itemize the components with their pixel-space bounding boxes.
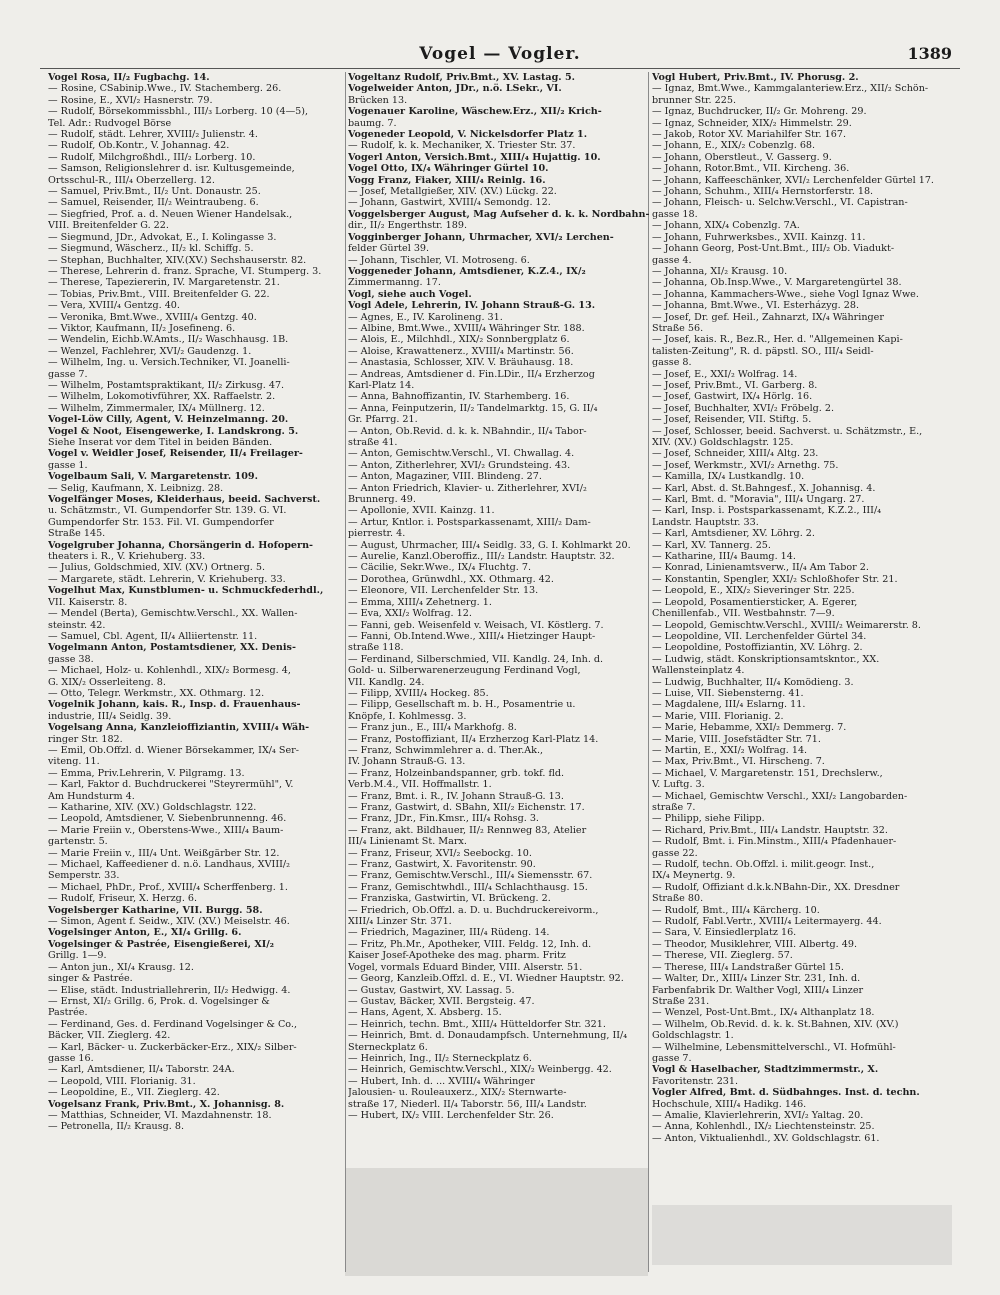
- directory-entry: straße 7.: [652, 802, 696, 813]
- directory-entry: — Rudolf, Börsekommissbhl., III/₃ Lorberg. 10 (4—5),: [48, 106, 309, 118]
- directory-entry: Landstr. Hauptstr. 33.: [652, 516, 759, 528]
- directory-entry: u. Schätzmstr., VI. Gumpendorfer Str. 139. G. VI.: [48, 505, 287, 517]
- directory-entry: — Jakob, Rotor XV. Mariahilfer Str. 167.: [652, 129, 846, 141]
- directory-entry: baumg. 7.: [348, 117, 397, 129]
- directory-entry: Siehe Inserat vor dem Titel in beiden Bänden.: [48, 437, 273, 448]
- directory-entry: Wallensteinplatz 4.: [652, 665, 745, 677]
- directory-entry: — Elise, städt. Industriallehrerin, II/₂ Hedwigg. 4.: [48, 984, 291, 996]
- directory-entry: — Johann, E., XIX/₂ Cobenzlg. 68.: [652, 140, 816, 152]
- directory-entry: — Apollonie, XVII. Kainzg. 11.: [348, 505, 495, 517]
- directory-entry: — Anton, Ob.Revid. d. k. k. NBahndir., II/₄ Tabor-: [348, 425, 587, 437]
- directory-entry: — Wendelin, Eichb.W.Amts., II/₂ Waschhausg. 1B.: [48, 334, 289, 346]
- directory-heading-entry: Vogler Alfred, Bmt. d. Südbahnges. Inst. d. techn.: [652, 1087, 920, 1099]
- directory-entry: — Alois, E., Milchhdl., XIX/₂ Sonnbergplatz 6.: [348, 334, 570, 346]
- directory-entry: — Karl, Bmt. d. "Moravia", III/₄ Ungarg. 27.: [652, 494, 865, 506]
- directory-entry: — Selig, Kaufmann, X. Leibnizg. 28.: [48, 482, 224, 494]
- directory-entry: — Johanna, Kammachers-Wwe., siehe Vogl Ignaz Wwe.: [652, 288, 919, 300]
- page-number: 1389: [907, 44, 952, 63]
- directory-entry: — Gustav, Gastwirt, XV. Lassag. 5.: [348, 984, 515, 996]
- directory-heading-entry: Vogl, siehe auch Vogel.: [348, 288, 472, 300]
- directory-entry: — Aloise, Krawattenerz., XVIII/₄ Martinstr. 56.: [348, 345, 574, 357]
- directory-entry: — Siegfried, Prof. a. d. Neuen Wiener Handelsak.,: [48, 208, 293, 220]
- directory-entry: industrie, III/₄ Seidlg. 39.: [48, 710, 172, 722]
- directory-entry: Farbenfabrik Dr. Walther Vogl, XIII/₄ Linzer: [652, 984, 864, 996]
- directory-entry: — Johanna, Bmt.Wwe., VI. Esterházyg. 28.: [652, 300, 860, 312]
- directory-entry: — Leopoldine, Postoffiziantin, XV. Löhrg. 2.: [652, 642, 863, 654]
- directory-entry: — Karl, Bäcker- u. Zuckerbäcker-Erz., XIX/₂ Silber-: [48, 1041, 297, 1053]
- directory-entry: — Stephan, Buchhalter, XIV.(XV.) Sechshauserstr. 82.: [48, 254, 307, 266]
- directory-entry: — Leopoldine, E., VII. Zieglerg. 42.: [48, 1087, 220, 1099]
- directory-entry: — Michael, Kaffeediener d. n.ö. Landhaus, XVIII/₂: [48, 859, 290, 871]
- directory-entry: brunner Str. 225.: [652, 94, 736, 106]
- directory-entry: ringer Str. 182.: [48, 733, 123, 745]
- directory-heading-entry: Vogelweider Anton, JDr., n.ö. LSekr., VI.: [348, 83, 562, 95]
- directory-entry: gasse 7.: [652, 1052, 692, 1064]
- directory-entry: — Vera, XVIII/₄ Gentzg. 40.: [48, 300, 180, 312]
- directory-entry: — Franz, akt. Bildhauer, II/₂ Rennweg 83, Atelier: [348, 824, 587, 836]
- directory-entry: — Josef, Gastwirt, IX/₄ Hörlg. 16.: [652, 391, 813, 403]
- directory-entry: — Leopold, VIII. Florianig. 31.: [48, 1075, 196, 1087]
- directory-entry: — Rudolf, Ob.Kontr., V. Johannag. 42.: [48, 140, 230, 152]
- directory-entry: — Artur, Kntlor. i. Postsparkassenamt, XIII/₂ Dam-: [348, 516, 591, 528]
- directory-entry: — Rudolf, k. k. Mechaniker, X. Triester Str. 37.: [348, 140, 576, 152]
- directory-entry: — Rosine, E., XVI/₂ Hasnerstr. 79.: [48, 94, 213, 106]
- directory-heading-entry: Vogeneder Leopold, V. Nickelsdorfer Platz 1.: [348, 129, 588, 141]
- directory-entry: — Amalie, Klavierlehrerin, XVI/₂ Yaltag. 20.: [652, 1109, 864, 1121]
- directory-entry: — Therese, Lehrerin d. franz. Sprache, VI. Stumperg. 3.: [48, 265, 322, 277]
- directory-entry: gasse 4.: [652, 254, 692, 266]
- directory-entry: — Anastasia, Schlosser, XIV. V. Bräuhausg. 18.: [348, 357, 574, 369]
- directory-heading-entry: Vogerl Anton, Versich.Bmt., XIII/₄ Hujattig. 10.: [348, 151, 601, 163]
- directory-entry: VII. Kandlg. 24.: [348, 676, 425, 688]
- directory-entry: — August, Uhrmacher, III/₄ Seidlg. 33, G. I. Kohlmarkt 20.: [348, 539, 631, 551]
- directory-entry: — Michael, V. Margaretenstr. 151, Drechslerw.,: [652, 767, 883, 779]
- directory-entry: — Leopold, Amtsdiener, V. Siebenbrunnenng. 46.: [48, 813, 287, 825]
- directory-entry: Favoritenstr. 231.: [652, 1075, 739, 1087]
- directory-entry: Verb.M.4., VII. Hoffmallstr. 1.: [348, 779, 492, 791]
- directory-entry: Tel. Adr.: Rudvogel Börse: [48, 117, 172, 129]
- directory-entry: — Tobias, Priv.Bmt., VIII. Breitenfelder G. 22.: [48, 288, 270, 300]
- directory-entry: talisten-Zeitung", R. d. päpstl. SO., III/₄ Seidl-: [652, 345, 874, 357]
- directory-entry: — Konrad, Linienamtsverw., II/₄ Am Tabor 2.: [652, 562, 869, 574]
- directory-entry: gasse 22.: [652, 847, 698, 859]
- directory-entry: — Marie, VIII. Florianig. 2.: [652, 710, 784, 722]
- directory-heading-entry: Vogelnik Johann, kais. R., Insp. d. Frauenhaus-: [48, 699, 301, 711]
- directory-heading-entry: Vogelbaum Sali, V. Margaretenstr. 109.: [48, 471, 258, 483]
- directory-entry: — Wilhelm, Ob.Revid. d. k. k. St.Bahnen, XIV. (XV.): [652, 1018, 899, 1030]
- directory-entry: — Friedrich, Ob.Offzl. a. D. u. Buchdruckereivorm.,: [348, 904, 599, 916]
- directory-entry: — Siegmund, JDr., Advokat, E., I. Kolingasse 3.: [48, 231, 277, 243]
- directory-entry: — Johann, Kaffeeschänker, XVI/₂ Lerchenfelder Gürtel 17.: [652, 174, 934, 186]
- directory-entry: viteng. 11.: [48, 756, 100, 768]
- column-middle: [348, 72, 653, 1272]
- directory-entry: — Ignaz, Bmt.Wwe., Kammgalanteriew.Erz., XII/₂ Schön-: [652, 83, 929, 95]
- directory-entry: Straße 145.: [48, 528, 106, 540]
- directory-entry: — Leopold, E., XIX/₂ Sieveringer Str. 225.: [652, 585, 855, 597]
- directory-entry: — Franziska, Gastwirtin, VI. Brückeng. 2.: [348, 893, 551, 905]
- directory-entry: — Theodor, Musiklehrer, VIII. Albertg. 49.: [652, 938, 857, 950]
- directory-entry: — Konstantin, Spengler, XXI/₂ Schloßhofer Str. 21.: [652, 573, 898, 585]
- directory-entry: — Eva, XXI/₂ Wolfrag. 12.: [348, 608, 472, 620]
- directory-entry: — Hubert, IX/₂ VIII. Lerchenfelder Str. 26.: [348, 1109, 554, 1121]
- directory-entry: — Martin, E., XXI/₂ Wolfrag. 14.: [652, 744, 808, 756]
- directory-entry: — Ferdinand, Silberschmied, VII. Kandlg. 24, Inh. d.: [348, 653, 604, 665]
- directory-entry: — Josef, Reisender, VII. Stiftg. 5.: [652, 414, 812, 426]
- directory-entry: — Johann, Schuhm., XIII/₄ Hernstorferstr. 18.: [652, 186, 874, 198]
- directory-entry: straße 118.: [348, 642, 404, 654]
- directory-entry: — Josef, E., XXI/₂ Wolfrag. 14.: [652, 368, 798, 380]
- directory-entry: Chenillenfab., VII. Westbahnstr. 7—9.: [652, 608, 835, 620]
- directory-entry: Brunnerg. 49.: [348, 494, 416, 506]
- directory-entry: — Matthias, Schneider, VI. Mazdahnenstr. 18.: [48, 1109, 272, 1121]
- directory-entry: IX/₄ Meynertg. 9.: [652, 870, 736, 882]
- directory-entry: VIII. Breitenfelder G. 22.: [48, 220, 169, 232]
- directory-entry: — Marie Freiin v., Oberstens-Wwe., XIII/₄ Baum-: [48, 824, 284, 836]
- directory-entry: gasse 16.: [48, 1052, 94, 1064]
- directory-entry: — Johanna, XI/₂ Krausg. 10.: [652, 265, 788, 277]
- directory-entry: Straße 231.: [652, 995, 710, 1007]
- directory-heading-entry: Vogg Franz, Fiaker, XIII/₄ Reinlg. 16.: [348, 174, 546, 186]
- directory-entry: — Richard, Priv.Bmt., III/₄ Landstr. Hauptstr. 32.: [652, 824, 888, 836]
- directory-heading-entry: Voggelsberger August, Mag Aufseher d. k. k. Nordbahn-: [348, 208, 650, 220]
- directory-entry: — Josef, Schneider, XIII/₄ Altg. 23.: [652, 448, 819, 460]
- directory-entry: — Max, Priv.Bmt., VI. Hirscheng. 7.: [652, 756, 825, 768]
- directory-entry: — Wenzel, Fachlehrer, XVI/₂ Gaudenzg. 1.: [48, 345, 252, 357]
- directory-entry: — Josef, Buchhalter, XVI/₂ Fröbelg. 2.: [652, 402, 835, 414]
- directory-entry: — Wilhelm, Postamtspraktikant, II/₂ Zirkusg. 47.: [48, 379, 285, 391]
- directory-entry: — Ludwig, Buchhalter, II/₄ Komödieng. 3.: [652, 676, 854, 688]
- directory-entry: — Franz, Schwimmlehrer a. d. Ther.Ak.,: [348, 744, 544, 756]
- directory-entry: — Margarete, städt. Lehrerin, V. Kriehuberg. 33.: [48, 573, 286, 585]
- directory-entry: — Anna, Bahnoffizantin, IV. Starhemberg. 16.: [348, 391, 570, 403]
- directory-entry: — Josef, Dr. gef. Heil., Zahnarzt, IX/₄ Währinger: [652, 311, 884, 323]
- directory-entry: — Samson, Religionslehrer d. isr. Kultusgemeinde,: [48, 163, 295, 175]
- directory-entry: — Rudolf, Friseur, X. Herzg. 6.: [48, 893, 198, 905]
- directory-entry: — Therese, III/₄ Landstraßer Gürtel 15.: [652, 961, 844, 973]
- directory-entry: — Hans, Agent, X. Absberg. 15.: [348, 1007, 502, 1019]
- directory-entry: Knöpfe, I. Kohlmessg. 3.: [348, 710, 467, 722]
- directory-entry: — Albine, Bmt.Wwe., XVIII/₄ Währinger Str. 188.: [348, 322, 585, 334]
- directory-entry: — Johann, Oberstleut., V. Gasserg. 9.: [652, 151, 832, 163]
- directory-entry: — Veronika, Bmt.Wwe., XVIII/₄ Gentzg. 40.: [48, 311, 257, 323]
- directory-heading-entry: Vogelsang Anna, Kanzleioffiziantin, XVIII/₄ Wäh-: [48, 722, 310, 734]
- directory-entry: — Rudolf, Milchgroßhdl., III/₂ Lorberg. 10.: [48, 151, 256, 163]
- directory-entry: — Emma, XIII/₄ Zehetnerg. 1.: [348, 596, 492, 608]
- directory-entry: — Rudolf, Bmt. i. Fin.Minstm., XIII/₄ Pfadenhauer-: [652, 836, 897, 848]
- directory-entry: — Julius, Goldschmied, XIV. (XV.) Ortnerg. 5.: [48, 562, 265, 574]
- directory-entry: — Josef, Metallgießer, XIV. (XV.) Lückg. 22.: [348, 186, 557, 198]
- directory-entry: G. XIX/₂ Osserleiteng. 8.: [48, 676, 166, 688]
- directory-entry: — Fritz, Ph.Mr., Apotheker, VIII. Feldg. 12, Inh. d.: [348, 938, 592, 950]
- directory-entry: — Leopoldine, VII. Lerchenfelder Gürtel 34.: [652, 630, 867, 642]
- directory-heading-entry: Vogelhut Max, Kunstblumen- u. Schmuckfederhdl.,: [48, 585, 324, 597]
- directory-entry: — Kamilla, IX/₄ Lustkandlg. 10.: [652, 471, 805, 483]
- directory-entry: — Friedrich, Magaziner, III/₄ Rüdeng. 14.: [348, 927, 550, 939]
- directory-entry: — Therese, Tapeziererin, IV. Margaretenstr. 21.: [48, 277, 280, 289]
- directory-entry: — Filipp, XVIII/₄ Hockeg. 85.: [348, 687, 489, 699]
- directory-entry: — Rudolf, techn. Ob.Offzl. i. milit.geogr. Inst.,: [652, 859, 875, 871]
- directory-entry: — Johann, Fuhrwerksbes., XVII. Kainzg. 11.: [652, 231, 866, 243]
- directory-entry: Gumpendorfer Str. 153. Fil. VI. Gumpendorfer: [48, 516, 274, 528]
- directory-entry: — Otto, Telegr. Werkmstr., XX. Othmarg. 12.: [48, 687, 265, 699]
- directory-entry: — Marie, VIII. Josefstädter Str. 71.: [652, 733, 821, 745]
- directory-entry: — Anton, Gemischtw.Verschl., VI. Chwallag. 4.: [348, 448, 575, 460]
- directory-entry: — Rosine, CSabinip.Wwe., IV. Stachemberg. 26.: [48, 83, 282, 95]
- directory-entry: IV. Johann Strauß-G. 13.: [348, 756, 466, 768]
- directory-entry: — Georg, Kanzleib.Offzl. d. E., VI. Wiedner Hauptstr. 92.: [348, 973, 624, 985]
- directory-entry: — Ignaz, Schneider, XIX/₂ Himmelstr. 29.: [652, 117, 852, 129]
- directory-entry: — Franz jun., E., III/₄ Markhofg. 8.: [348, 722, 517, 734]
- directory-entry: — Josef, Schlosser, beeid. Sachverst. u. Schätzmstr., E.,: [652, 425, 923, 437]
- directory-entry: — Wilhelm, Zimmermaler, IX/₄ Müllnerg. 12.: [48, 402, 265, 414]
- directory-entry: — Andreas, Amtsdiener d. Fin.LDir., II/₄ Erzherzog: [348, 368, 595, 380]
- directory-entry: — Johann, Fleisch- u. Selchw.Verschl., VI. Capistran-: [652, 197, 908, 209]
- directory-entry: — Franz, Gastwirt, d. SBahn, XII/₂ Eichenstr. 17.: [348, 802, 585, 813]
- directory-entry: — Eleonore, VII. Lerchenfelder Str. 13.: [348, 585, 539, 597]
- directory-entry: Gr. Pfarrg. 21.: [348, 414, 418, 426]
- directory-entry: — Samuel, Priv.Bmt., II/₂ Unt. Donaustr. 25.: [48, 186, 261, 198]
- directory-entry: — Anton, Viktualienhdl., XV. Goldschlagstr. 61.: [652, 1132, 880, 1144]
- directory-entry: — Leopold, Posamentiersticker, A. Egerer,: [652, 596, 858, 608]
- directory-heading-entry: Vogenauer Karoline, Wäschew.Erz., XII/₂ Krich-: [348, 106, 602, 118]
- directory-heading-entry: Vogl Adele, Lehrerin, IV. Johann Strauß-G. 13.: [348, 300, 596, 312]
- directory-heading-entry: Vogelsinger Anton, E., XI/₄ Grillg. 6.: [48, 927, 242, 939]
- directory-entry: — Johann, Rotor.Bmt., VII. Kircheng. 36.: [652, 163, 850, 175]
- directory-entry: — Katharine, XIV. (XV.) Goldschlagstr. 122.: [48, 802, 257, 813]
- directory-heading-entry: Vogel Otto, IX/₄ Währinger Gürtel 10.: [348, 163, 549, 175]
- directory-entry: Vogel, vormals Eduard Binder, VIII. Alserstr. 51.: [348, 961, 583, 973]
- directory-entry: — Franz, JDr., Fin.Kmsr., III/₄ Rohsg. 3.: [348, 813, 539, 825]
- directory-entry: — Marie, Hebamme, XXI/₂ Demmerg. 7.: [652, 722, 847, 734]
- directory-entry: — Marie Freiin v., III/₄ Unt. Weißgärber Str. 12.: [48, 847, 280, 859]
- directory-entry: XIII/₄ Linzer Str. 371.: [348, 916, 452, 928]
- directory-heading-entry: Vogel-Löw Cilly, Agent, V. Heinzelmanng. 20.: [48, 414, 289, 426]
- directory-entry: gartenstr. 5.: [48, 836, 108, 848]
- directory-entry: Jalousien- u. Rouleauxerz., XIX/₂ Sternwarte-: [348, 1087, 567, 1099]
- directory-entry: Am Hundsturm 4.: [48, 790, 135, 802]
- directory-heading-entry: Vogel Rosa, II/₂ Fugbachg. 14.: [48, 72, 210, 83]
- directory-entry: steinstr. 42.: [48, 619, 106, 631]
- directory-entry: — Josef, Werkmstr., XVI/₂ Arnethg. 75.: [652, 459, 839, 471]
- directory-entry: Goldschlagstr. 1.: [652, 1030, 734, 1042]
- directory-entry: — Heinrich, Ing., II/₂ Sterneckplatz 6.: [348, 1052, 532, 1064]
- directory-entry: — Dorothea, Grünwdhl., XX. Othmarg. 42.: [348, 573, 554, 585]
- directory-entry: — Anton, Magaziner, VIII. Blindeng. 27.: [348, 471, 542, 483]
- directory-entry: Brücken 13.: [348, 94, 408, 106]
- directory-entry: — Gustav, Bäcker, XVII. Bergsteig. 47.: [348, 995, 535, 1007]
- directory-entry: — Ludwig, städt. Konskriptionsamtskntor., XX.: [652, 653, 880, 665]
- directory-entry: singer & Pastrée.: [48, 973, 133, 985]
- directory-entry: — Filipp, Gesellschaft m. b. H., Posamentrie u.: [348, 699, 576, 711]
- directory-heading-entry: Vogelfänger Moses, Kleiderhaus, beeid. Sachverst.: [48, 494, 321, 506]
- directory-entry: — Agnes, E., IV. Karolineng. 31.: [348, 311, 503, 323]
- directory-entry: — Michael, PhDr., Prof., XVIII/₄ Scherffenberg. 1.: [48, 881, 288, 893]
- directory-entry: — Katharine, III/₄ Baumg. 14.: [652, 551, 796, 563]
- directory-entry: Hochschule, XIII/₄ Hadikg. 146.: [652, 1098, 807, 1110]
- directory-entry: Zimmermanng. 17.: [348, 277, 441, 289]
- directory-entry: — Simon, Agent f. Seidw., XIV. (XV.) Meiselstr. 46.: [48, 916, 290, 928]
- directory-entry: gasse 8.: [652, 357, 692, 369]
- directory-entry: — Rudolf, Fabl.Vertr., XVIII/₄ Leitermayerg. 44.: [652, 916, 882, 928]
- directory-entry: — Michael, Gemischtw Verschl., XXI/₂ Langobarden-: [652, 790, 908, 802]
- directory-entry: — Therese, VII. Zieglerg. 57.: [652, 950, 793, 962]
- directory-entry: Pastrée.: [48, 1007, 88, 1019]
- directory-entry: — Josef, Priv.Bmt., VI. Garberg. 8.: [652, 379, 818, 391]
- directory-entry: straße 41.: [348, 437, 398, 448]
- directory-heading-entry: Vogginberger Johann, Uhrmacher, XVI/₂ Lerchen-: [348, 231, 614, 243]
- directory-entry: — Franz, Gemischtw.Verschl., III/₄ Siemensstr. 67.: [348, 870, 593, 882]
- directory-entry: — Anna, Kohlenhdl., IX/₂ Liechtensteinstr. 25.: [652, 1121, 875, 1133]
- directory-entry: — Karl, Amtsdiener, II/₄ Taborstr. 24A.: [48, 1064, 235, 1076]
- directory-entry: — Michael, Holz- u. Kohlenhdl., XIX/₂ Bormesg. 4,: [48, 665, 291, 677]
- directory-heading-entry: Vogelsinger & Pastrée, Eisengießerei, XI/₂: [48, 938, 275, 950]
- directory-entry: — Johann, Tischler, VI. Motroseng. 6.: [348, 254, 530, 266]
- directory-entry: — Heinrich, techn. Bmt., XIII/₄ Hütteldorfer Str. 321.: [348, 1018, 606, 1030]
- directory-entry: — Johann, XIX/₄ Cobenzlg. 7A.: [652, 220, 800, 232]
- directory-entry: felder Gürtel 39.: [348, 243, 430, 255]
- directory-entry: — Leopold, Gemischtw.Verschl., XVIII/₂ Weimarerstr. 8.: [652, 619, 921, 631]
- directory-entry: III/₄ Linienamt St. Marx.: [348, 836, 467, 848]
- directory-heading-entry: Vogeltanz Rudolf, Priv.Bmt., XV. Lastag. 5.: [348, 72, 576, 83]
- directory-entry: — Wilhelm, Lokomotivführer, XX. Raffaelstr. 2.: [48, 391, 276, 403]
- directory-entry: — Anton jun., XI/₄ Krausg. 12.: [48, 961, 194, 973]
- directory-entry: — Anton, Zitherlehrer, XVI/₂ Grundsteing. 43.: [348, 459, 571, 471]
- directory-entry: — Mendel (Berta), Gemischtw.Verschl., XX. Wallen-: [48, 608, 298, 620]
- directory-entry: — Ignaz, Buchdrucker, II/₂ Gr. Mohreng. 29.: [652, 106, 867, 118]
- directory-entry: Sterneckplatz 6.: [348, 1041, 428, 1053]
- page-title: Vogel — Vogler.: [419, 44, 581, 64]
- directory-entry: gasse 7.: [48, 368, 88, 380]
- directory-heading-entry: Vogel & Noot, Eisengewerke, I. Landskrong. 5.: [48, 425, 299, 437]
- directory-entry: — Philipp, siehe Filipp.: [652, 813, 765, 825]
- directory-entry: — Ernst, XI/₂ Grillg. 6, Prok. d. Vogelsinger &: [48, 995, 270, 1007]
- directory-entry: Karl-Platz 14.: [348, 379, 415, 391]
- directory-entry: — Fanni, Ob.Intend.Wwe., XIII/₄ Hietzinger Haupt-: [348, 630, 596, 642]
- directory-entry: — Karl, Amtsdiener, XV. Löhrg. 2.: [652, 528, 815, 540]
- directory-entry: — Fanni, geb. Weisenfeld v. Weisach, VI. Köstlerg. 7.: [348, 619, 604, 631]
- directory-entry: — Rudolf, Offiziant d.k.k.NBahn-Dir., XX. Dresdner: [652, 881, 900, 893]
- directory-entry: — Emil, Ob.Offzl. d. Wiener Börsekammer, IX/₄ Ser-: [48, 744, 299, 756]
- directory-entry: — Rudolf, städt. Lehrer, XVIII/₂ Julienstr. 4.: [48, 129, 258, 141]
- directory-entry: XIV. (XV.) Goldschlagstr. 125.: [652, 437, 794, 448]
- directory-entry: — Josef, kais. R., Bez.R., Her. d. "Allgemeinen Kapi-: [652, 334, 903, 346]
- directory-entry: — Johann, Gastwirt, XVIII/₄ Semondg. 12.: [348, 197, 551, 209]
- directory-entry: — Rudolf, Bmt., III/₄ Kärcherg. 10.: [652, 904, 820, 916]
- directory-heading-entry: Vogelsberger Katharine, VII. Burgg. 58.: [48, 904, 263, 916]
- directory-entry: gasse 38.: [48, 653, 94, 665]
- directory-heading-entry: Voggeneder Johann, Amtsdiener, K.Z.4., IX/₂: [348, 265, 586, 277]
- directory-entry: — Wilhelm, Ing. u. Versich.Techniker, VI. Joanelli-: [48, 357, 290, 369]
- directory-entry: gasse 1.: [48, 459, 88, 471]
- directory-entry: — Wenzel, Post-Unt.Bmt., IX/₄ Althanplatz 18.: [652, 1007, 875, 1019]
- directory-entry: gasse 18.: [652, 208, 698, 220]
- directory-entry: — Franz, Gemischtwhdl., III/₄ Schlachthausg. 15.: [348, 881, 588, 893]
- directory-entry: — Karl, Faktor d. Buchdruckerei "Steyrermühl", V.: [48, 779, 294, 791]
- directory-entry: VII. Kaiserstr. 8.: [48, 596, 128, 608]
- directory-entry: — Franz, Friseur, XVI/₂ Seebockg. 10.: [348, 847, 532, 859]
- directory-entry: — Petronella, II/₂ Krausg. 8.: [48, 1121, 185, 1133]
- directory-entry: — Siegmund, Wäscherz., II/₂ kl. Schiffg. 5.: [48, 243, 254, 255]
- directory-entry: — Heinrich, Bmt. d. Donaudampfsch. Unternehmung, II/₄: [348, 1030, 628, 1042]
- directory-entry: — Anton Friedrich, Klavier- u. Zitherlehrer, XVI/₂: [348, 482, 587, 494]
- directory-entry: — Aurelie, Kanzl.Oberoffiz., III/₂ Landstr. Hauptstr. 32.: [348, 551, 615, 563]
- directory-entry: Ortsschul-R., III/₄ Oberzellerg. 12.: [48, 174, 215, 186]
- directory-entry: — Franz, Bmt. i. R., IV. Johann Strauß-G. 13.: [348, 790, 564, 802]
- directory-entry: — Franz, Postoffiziant, II/₄ Erzherzog Karl-Platz 14.: [348, 733, 599, 745]
- directory-entry: — Viktor, Kaufmann, II/₂ Josefineng. 6.: [48, 322, 236, 334]
- directory-heading-entry: Vogelgruber Johanna, Chorsängerin d. Hofopern-: [48, 539, 314, 551]
- directory-entry: Gold- u. Silberwarenerzeugung Ferdinand Vogl,: [348, 665, 581, 677]
- directory-entry: — Luise, VII. Siebensterng. 41.: [652, 687, 804, 699]
- column-left: [48, 72, 353, 1272]
- directory-entry: — Sara, V. Einsiedlerplatz 16.: [652, 927, 797, 939]
- directory-entry: — Samuel, Cbl. Agent, II/₄ Alliiertenstr. 11.: [48, 630, 258, 642]
- directory-heading-entry: Vogelmann Anton, Postamtsdiener, XX. Denis-: [48, 642, 296, 654]
- column-right: [652, 72, 957, 1272]
- directory-entry: theaters i. R., V. Kriehuberg. 33.: [48, 551, 206, 563]
- directory-entry: Grillg. 1—9.: [48, 950, 107, 962]
- directory-entry: Bäcker, VII. Zieglerg. 42.: [48, 1030, 171, 1042]
- directory-entry: — Walter, Dr., XIII/₄ Linzer Str. 231, Inh. d.: [652, 973, 861, 985]
- directory-entry: — Heinrich, Gemischtw.Verschl., XIX/₂ Weinbergg. 42.: [348, 1064, 612, 1076]
- header-rule: [40, 68, 960, 69]
- directory-heading-entry: Vogl Hubert, Priv.Bmt., IV. Phorusg. 2.: [652, 72, 859, 83]
- directory-entry: Straße 56.: [652, 322, 704, 334]
- directory-entry: — Emma, Priv.Lehrerin, V. Pilgramg. 13.: [48, 767, 245, 779]
- directory-entry: pierrestr. 4.: [348, 528, 406, 540]
- directory-entry: — Anna, Feinputzerin, II/₂ Tandelmarktg. 15, G. II/₄: [348, 402, 598, 414]
- directory-entry: — Karl, Insp. i. Postsparkassenamt, K.Z.2., III/₄: [652, 505, 882, 517]
- directory-entry: — Franz, Holzeinbandspanner, grb. tokf. fld.: [348, 767, 565, 779]
- directory-entry: — Cäcilie, Sekr.Wwe., IX/₄ Fluchtg. 7.: [348, 562, 532, 574]
- directory-entry: V. Luftg. 3.: [652, 779, 705, 791]
- directory-entry: Semperstr. 33.: [48, 870, 120, 882]
- directory-entry: — Karl, Abst. d. St.Bahngesf., X. Johannisg. 4.: [652, 482, 876, 494]
- directory-entry: — Johanna, Ob.Insp.Wwe., V. Margaretengürtel 38.: [652, 277, 902, 289]
- directory-heading-entry: Vogelsanz Frank, Priv.Bmt., X. Johannisg. 8.: [48, 1098, 285, 1110]
- directory-heading-entry: Vogl & Haselbacher, Stadtzimmermstr., X.: [652, 1064, 879, 1076]
- directory-entry: — Franz, Gastwirt, X. Favoritenstr. 90.: [348, 859, 536, 871]
- directory-entry: — Karl, XV. Tannerg. 25.: [652, 539, 771, 551]
- directory-entry: straße 17, Niederl. II/₄ Taborstr. 56, III/₄ Landstr.: [348, 1098, 587, 1110]
- directory-entry: dir., II/₂ Engerthstr. 189.: [348, 220, 467, 232]
- directory-entry: — Wilhelmine, Lebensmittelverschl., VI. Hofmühl-: [652, 1041, 896, 1053]
- directory-entry: — Magdalene, III/₄ Eslarng. 11.: [652, 699, 806, 711]
- directory-entry: — Samuel, Reisender, II/₂ Weintraubeng. 6.: [48, 197, 259, 209]
- directory-heading-entry: Vogel v. Weidler Josef, Reisender, II/₄ Freilager-: [48, 448, 303, 460]
- directory-entry: Kaiser Josef-Apotheke des mag. pharm. Fritz: [348, 950, 566, 962]
- page-header: [0, 38, 1000, 68]
- directory-entry: — Ferdinand, Ges. d. Ferdinand Vogelsinger & Co.,: [48, 1018, 298, 1030]
- directory-entry: — Hubert, Inh. d. ... XVIII/₄ Währinger: [348, 1075, 535, 1087]
- directory-entry: — Johann Georg, Post-Unt.Bmt., III/₂ Ob. Viadukt-: [652, 243, 895, 255]
- directory-entry: Straße 80.: [652, 893, 704, 905]
